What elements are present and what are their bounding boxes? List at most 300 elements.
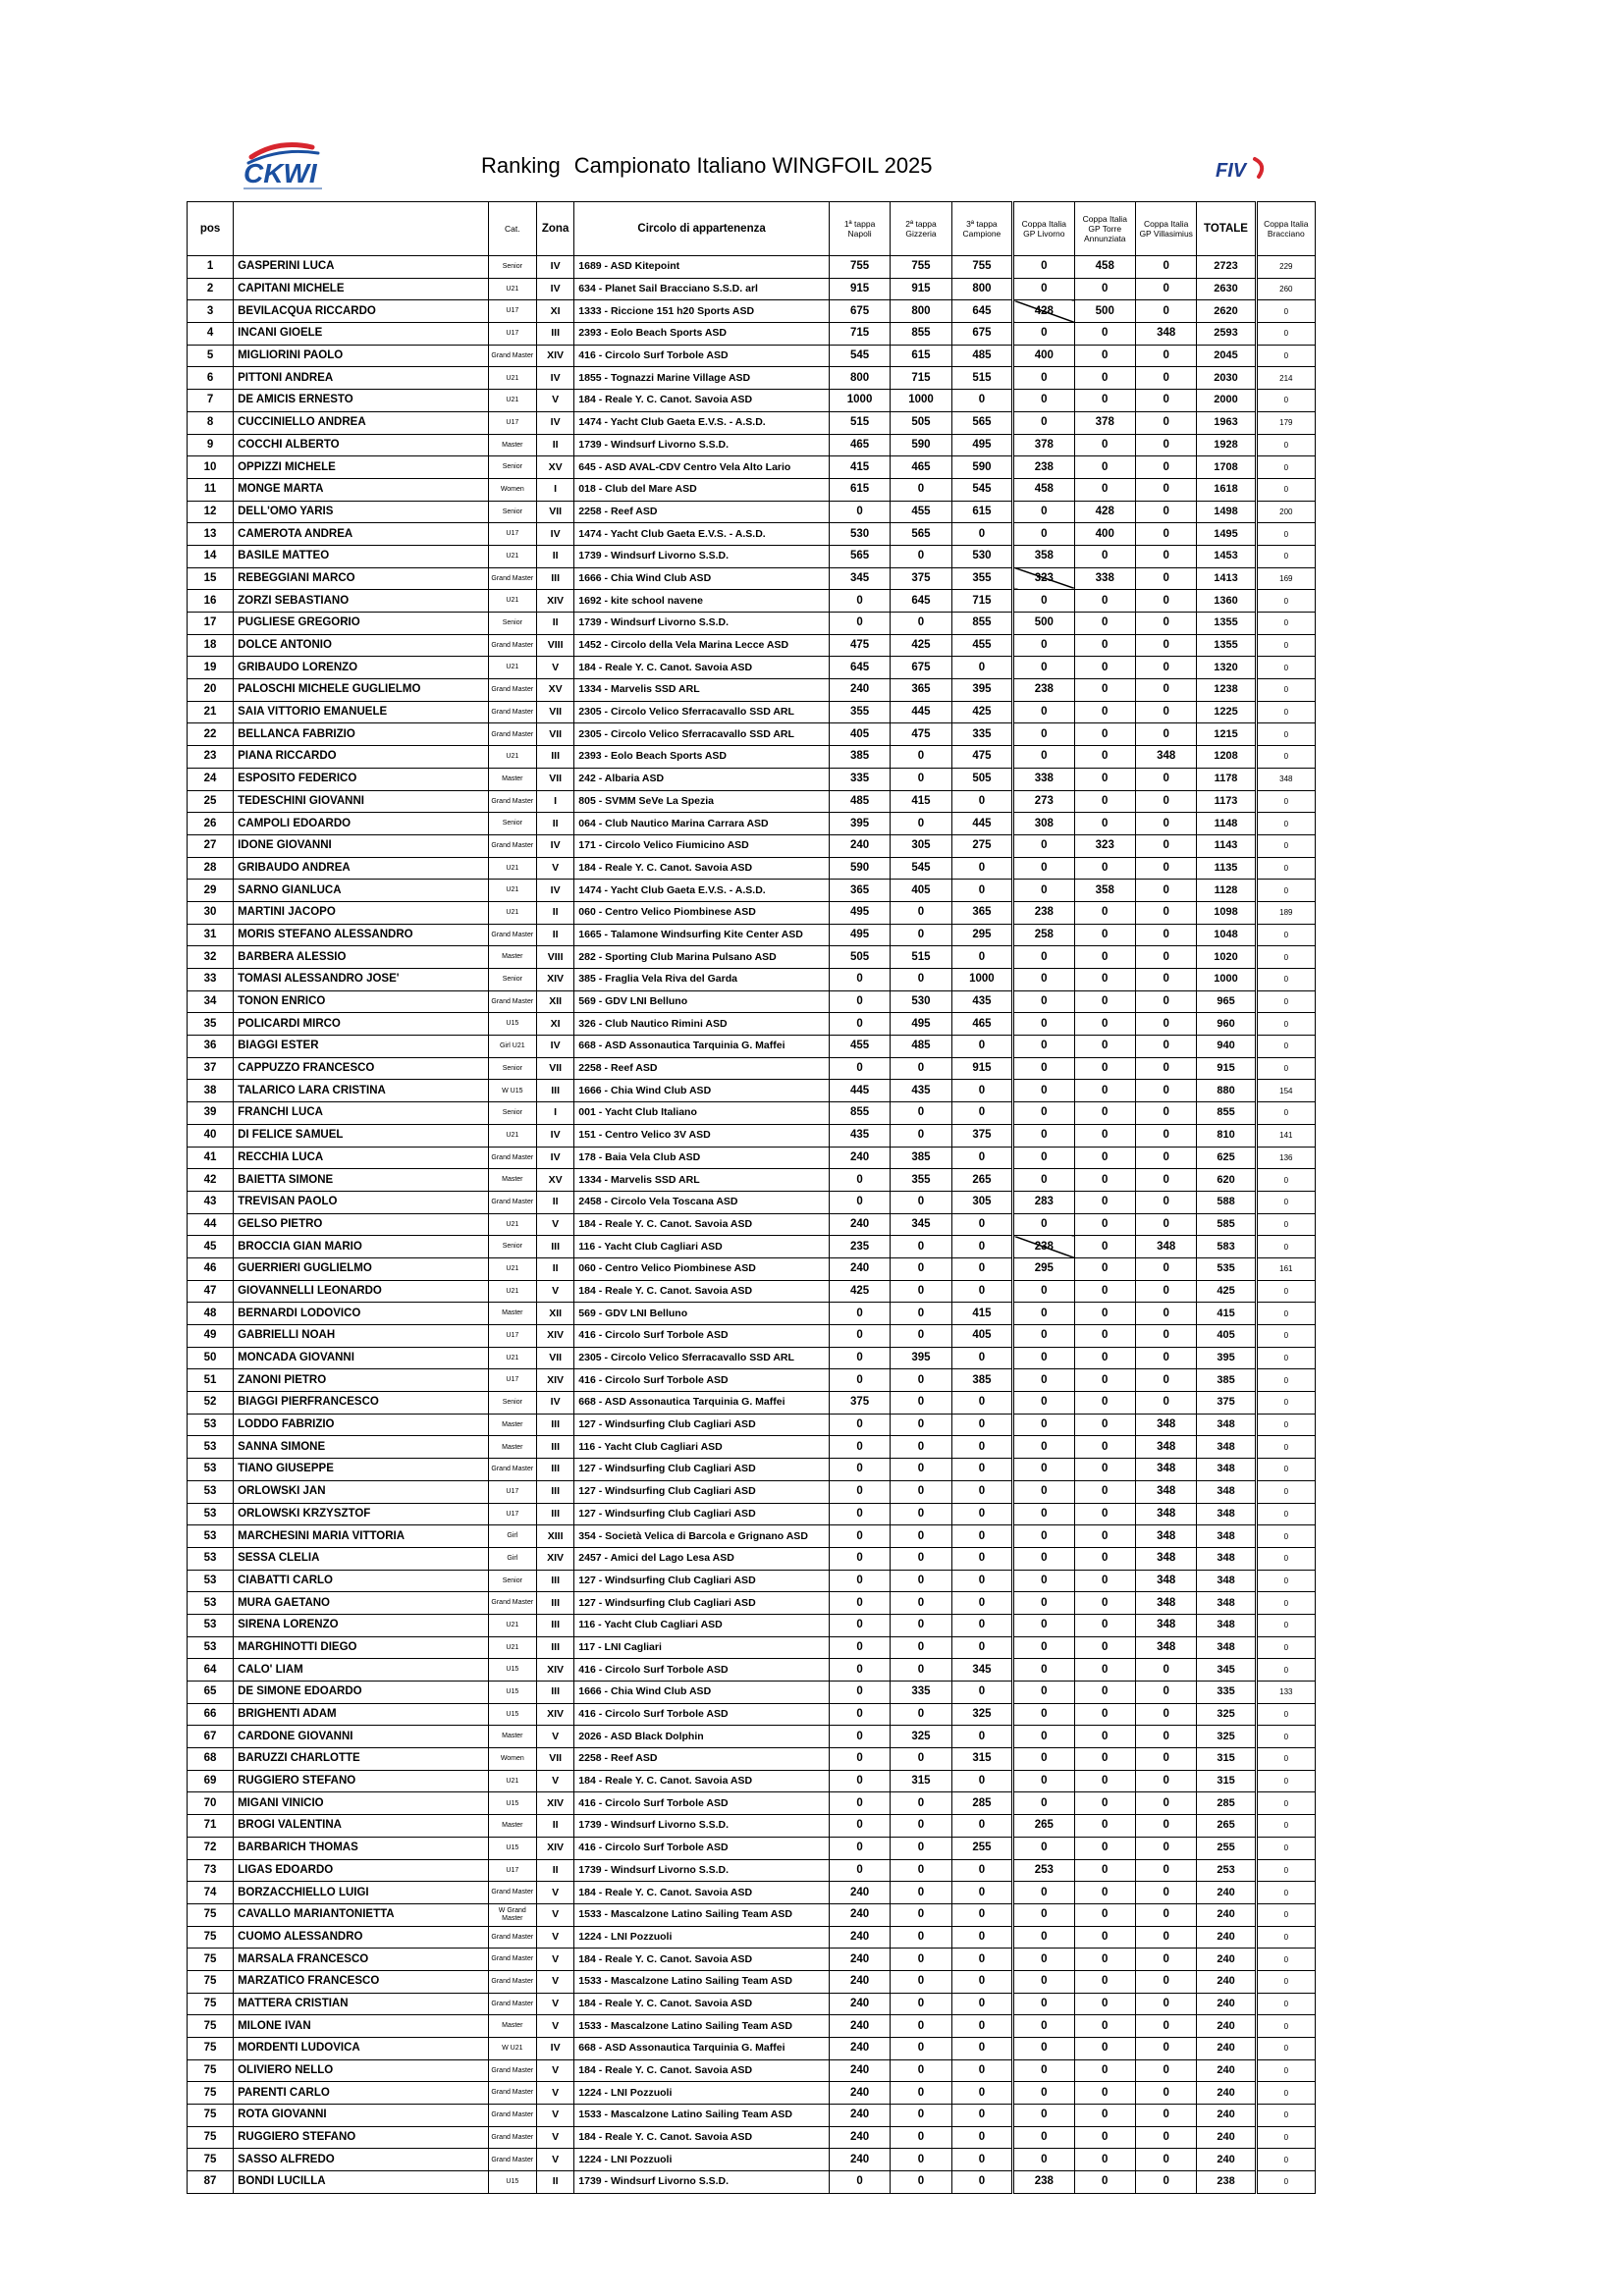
stage1-points: 0 [829,1503,890,1525]
cup-livorno-points: 358 [1013,545,1074,567]
cup-torre-points: 0 [1074,1102,1135,1125]
cup-villasimius-points: 0 [1135,345,1196,367]
athlete-name: BELLANCA FABRIZIO [234,723,489,746]
stage2-points: 0 [891,1459,951,1481]
cup-torre-points: 0 [1074,1570,1135,1592]
final-points: 0 [1256,434,1315,456]
club-cell: 127 - Windsurfing Club Cagliari ASD [574,1570,830,1592]
club-cell: 805 - SVMM SeVe La Spezia [574,790,830,813]
final-points: 0 [1256,2149,1315,2171]
zone-cell: IV [536,1147,573,1169]
cup-torre-points: 338 [1074,567,1135,590]
cup-torre-points: 0 [1074,1480,1135,1503]
stage3-points: 0 [951,1859,1012,1882]
club-cell: 184 - Reale Y. C. Canot. Savoia ASD [574,857,830,880]
cup-villasimius-points: 0 [1135,300,1196,323]
cup-torre-points: 0 [1074,323,1135,346]
cup-livorno-points: 238 [1013,1236,1074,1258]
final-points: 133 [1256,1682,1315,1704]
table-row [188,701,1316,723]
pos-cell: 75 [188,2149,234,2171]
category-cell: Grand Master [488,2126,536,2149]
table-row [188,278,1316,300]
club-cell: 184 - Reale Y. C. Canot. Savoia ASD [574,1213,830,1236]
cup-torre-points: 0 [1074,946,1135,969]
stage1-points: 675 [829,300,890,323]
zone-cell: III [536,1236,573,1258]
pos-cell: 53 [188,1459,234,1481]
cup-torre-points: 0 [1074,924,1135,946]
cup-torre-points: 0 [1074,1169,1135,1192]
final-points: 0 [1256,1993,1315,2015]
table-row [188,1792,1316,1815]
zone-cell: V [536,2105,573,2127]
final-points: 0 [1256,2082,1315,2105]
zone-cell: V [536,2015,573,2038]
pos-cell: 74 [188,1882,234,1904]
club-cell: 1533 - Mascalzone Latino Sailing Team ASD [574,1903,830,1926]
zone-cell: II [536,2171,573,2194]
cup-torre-points: 0 [1074,1347,1135,1369]
athlete-name: TEDESCHINI GIOVANNI [234,790,489,813]
category-cell: Grand Master [488,790,536,813]
stage2-points: 0 [891,1882,951,1904]
stage1-points: 0 [829,1414,890,1436]
cup-livorno-points: 0 [1013,723,1074,746]
cup-livorno-points: 238 [1013,901,1074,924]
final-points: 0 [1256,1859,1315,1882]
zone-cell: VIII [536,946,573,969]
stage1-points: 0 [829,1191,890,1213]
cup-villasimius-points: 0 [1135,1347,1196,1369]
athlete-name: SASSO ALFREDO [234,2149,489,2171]
table-row [188,1503,1316,1525]
total-points: 1000 [1197,969,1256,991]
cup-villasimius-points: 0 [1135,1770,1196,1792]
cup-torre-points: 0 [1074,1257,1135,1280]
cup-villasimius-points: 348 [1135,1436,1196,1459]
cup-torre-points: 0 [1074,1080,1135,1102]
club-cell: 242 - Albaria ASD [574,768,830,790]
stage1-points: 0 [829,990,890,1013]
category-cell: U17 [488,523,536,546]
cup-torre-points: 0 [1074,701,1135,723]
pos-cell: 48 [188,1303,234,1325]
total-points: 425 [1197,1280,1256,1303]
athlete-name: FRANCHI LUCA [234,1102,489,1125]
zone-cell: XIV [536,1325,573,1348]
cup-torre-points: 0 [1074,1592,1135,1615]
pos-cell: 49 [188,1325,234,1348]
stage2-points: 365 [891,679,951,702]
club-cell: 1452 - Circolo della Vela Marina Lecce ASD [574,634,830,657]
pos-cell: 66 [188,1703,234,1726]
stage2-points: 0 [891,545,951,567]
stage2-points: 0 [891,1525,951,1548]
cup-livorno-points: 0 [1013,1547,1074,1570]
club-cell: 2458 - Circolo Vela Toscana ASD [574,1191,830,1213]
stage1-points: 0 [829,969,890,991]
title-championship: Campionato Italiano WINGFOIL 2025 [573,153,933,178]
stage3-points: 0 [951,1147,1012,1169]
final-points: 0 [1256,1815,1315,1838]
stage3-points: 265 [951,1169,1012,1192]
table-row [188,1347,1316,1369]
pos-cell: 53 [188,1503,234,1525]
pos-cell: 2 [188,278,234,300]
cup-torre-points: 0 [1074,1213,1135,1236]
pos-cell: 71 [188,1815,234,1838]
final-points: 348 [1256,768,1315,790]
table-row [188,2126,1316,2149]
zone-cell: VIII [536,634,573,657]
stage1-points: 0 [829,613,890,635]
stage2-points: 0 [891,2038,951,2060]
zone-cell: V [536,1903,573,1926]
final-points: 0 [1256,1169,1315,1192]
zone-cell: II [536,1815,573,1838]
club-cell: 1334 - Marvelis SSD ARL [574,1169,830,1192]
stage3-points: 345 [951,1659,1012,1682]
stage2-points: 375 [891,567,951,590]
stage1-points: 0 [829,590,890,613]
stage1-points: 240 [829,834,890,857]
table-row [188,2015,1316,2038]
stage3-points: 755 [951,256,1012,279]
page-title [481,153,933,179]
stage2-points: 415 [891,790,951,813]
cup-torre-points: 0 [1074,990,1135,1013]
stage2-points: 495 [891,1013,951,1036]
col-total: TOTALE [1197,202,1256,256]
stage1-points: 0 [829,1659,890,1682]
col-cup-villasimius: Coppa Italia GP Villasimius [1135,202,1196,256]
cup-livorno-points: 0 [1013,1369,1074,1392]
cup-villasimius-points: 0 [1135,880,1196,902]
total-points: 255 [1197,1837,1256,1859]
table-row [188,1036,1316,1058]
stage2-points: 0 [891,924,951,946]
stage3-points: 415 [951,1303,1012,1325]
category-cell: Senior [488,1570,536,1592]
club-cell: 634 - Planet Sail Bracciano S.S.D. arl [574,278,830,300]
table-row [188,1080,1316,1102]
table-row [188,679,1316,702]
stage2-points: 0 [891,1280,951,1303]
cup-villasimius-points: 0 [1135,1659,1196,1682]
stage1-points: 545 [829,345,890,367]
table-row [188,1903,1316,1926]
stage3-points: 285 [951,1792,1012,1815]
total-points: 325 [1197,1726,1256,1748]
athlete-name: REBEGGIANI MARCO [234,567,489,590]
final-points: 0 [1256,634,1315,657]
total-points: 335 [1197,1682,1256,1704]
stage1-points: 565 [829,545,890,567]
cup-villasimius-points: 0 [1135,1147,1196,1169]
total-points: 1173 [1197,790,1256,813]
category-cell: Master [488,1169,536,1192]
category-cell: Master [488,768,536,790]
club-cell: 064 - Club Nautico Marina Carrara ASD [574,813,830,835]
final-points: 0 [1256,969,1315,991]
athlete-name: MIGLIORINI PAOLO [234,345,489,367]
club-cell: 668 - ASD Assonautica Tarquinia G. Maffei [574,1036,830,1058]
stage1-points: 240 [829,2149,890,2171]
category-cell: Master [488,1303,536,1325]
stage3-points: 545 [951,478,1012,501]
stage3-points: 915 [951,1057,1012,1080]
table-row [188,478,1316,501]
total-points: 240 [1197,2126,1256,2149]
pos-cell: 75 [188,1949,234,1971]
cup-livorno-points: 238 [1013,679,1074,702]
total-points: 348 [1197,1480,1256,1503]
stage3-points: 0 [951,1347,1012,1369]
cup-livorno-points: 273 [1013,790,1074,813]
total-points: 1355 [1197,634,1256,657]
stage3-points: 0 [951,1903,1012,1926]
cup-torre-points: 0 [1074,634,1135,657]
stage3-points: 275 [951,834,1012,857]
cup-torre-points: 0 [1074,1659,1135,1682]
stage3-points: 0 [951,1592,1012,1615]
stage1-points: 0 [829,1636,890,1659]
total-points: 240 [1197,1903,1256,1926]
cup-livorno-points: 0 [1013,634,1074,657]
table-row [188,657,1316,679]
pos-cell: 75 [188,2105,234,2127]
stage2-points: 0 [891,1547,951,1570]
pos-cell: 69 [188,1770,234,1792]
category-cell: Master [488,946,536,969]
table-row [188,880,1316,902]
cup-livorno-points: 0 [1013,1614,1074,1636]
zone-cell: V [536,657,573,679]
stage3-points: 0 [951,1636,1012,1659]
athlete-name: TREVISAN PAOLO [234,1191,489,1213]
col-cup-torre: Coppa Italia GP Torre Annunziata [1074,202,1135,256]
stage3-points: 315 [951,1748,1012,1771]
final-points: 161 [1256,1257,1315,1280]
cup-villasimius-points: 0 [1135,1057,1196,1080]
club-cell: 1666 - Chia Wind Club ASD [574,1080,830,1102]
club-cell: 127 - Windsurfing Club Cagliari ASD [574,1592,830,1615]
stage1-points: 915 [829,278,890,300]
cup-livorno-points: 0 [1013,2038,1074,2060]
pos-cell: 8 [188,411,234,434]
table-row [188,1280,1316,1303]
cup-livorno-points: 0 [1013,1993,1074,2015]
cup-torre-points: 0 [1074,2171,1135,2194]
final-points: 0 [1256,1459,1315,1481]
table-row [188,1236,1316,1258]
table-row [188,345,1316,367]
club-cell: 416 - Circolo Surf Torbole ASD [574,1837,830,1859]
stage2-points: 0 [891,613,951,635]
stage1-points: 465 [829,434,890,456]
total-points: 348 [1197,1436,1256,1459]
total-points: 1453 [1197,545,1256,567]
athlete-name: BAIETTA SIMONE [234,1169,489,1192]
pos-cell: 6 [188,367,234,390]
club-cell: 416 - Circolo Surf Torbole ASD [574,345,830,367]
cup-torre-points: 0 [1074,746,1135,769]
zone-cell: XIII [536,1525,573,1548]
stage1-points: 240 [829,1926,890,1949]
table-row [188,613,1316,635]
total-points: 855 [1197,1102,1256,1125]
pos-cell: 16 [188,590,234,613]
stage3-points: 0 [951,1503,1012,1525]
club-cell: 416 - Circolo Surf Torbole ASD [574,1792,830,1815]
category-cell: Senior [488,1057,536,1080]
table-row [188,1369,1316,1392]
table-row [188,1459,1316,1481]
col-cup-livorno: Coppa Italia GP Livorno [1013,202,1074,256]
stage1-points: 435 [829,1124,890,1147]
cup-villasimius-points: 0 [1135,1325,1196,1348]
cup-villasimius-points: 0 [1135,990,1196,1013]
club-cell: 1689 - ASD Kitepoint [574,256,830,279]
zone-cell: III [536,1614,573,1636]
total-points: 625 [1197,1147,1256,1169]
total-points: 240 [1197,1970,1256,1993]
total-points: 348 [1197,1414,1256,1436]
stage1-points: 0 [829,1748,890,1771]
stage2-points: 755 [891,256,951,279]
zone-cell: II [536,901,573,924]
stage1-points: 495 [829,924,890,946]
cup-torre-points: 0 [1074,1993,1135,2015]
stage2-points: 530 [891,990,951,1013]
cup-torre-points: 0 [1074,1459,1135,1481]
cup-villasimius-points: 0 [1135,1169,1196,1192]
pos-cell: 75 [188,1926,234,1949]
pos-cell: 52 [188,1392,234,1415]
final-points: 0 [1256,1325,1315,1348]
pos-cell: 68 [188,1748,234,1771]
athlete-name: MILONE IVAN [234,2015,489,2038]
cup-livorno-points: 0 [1013,834,1074,857]
cup-livorno-points: 0 [1013,880,1074,902]
cup-livorno-points: 0 [1013,1903,1074,1926]
cup-livorno-points: 0 [1013,1636,1074,1659]
total-points: 1215 [1197,723,1256,746]
stage2-points: 0 [891,1191,951,1213]
pos-cell: 22 [188,723,234,746]
club-cell: 1666 - Chia Wind Club ASD [574,567,830,590]
cup-livorno-points: 0 [1013,1303,1074,1325]
table-row [188,1682,1316,1704]
table-row [188,1703,1316,1726]
cup-torre-points: 0 [1074,2105,1135,2127]
category-cell: U21 [488,278,536,300]
category-cell: U17 [488,1480,536,1503]
athlete-name: OPPIZZI MICHELE [234,456,489,479]
cup-villasimius-points: 0 [1135,634,1196,657]
club-cell: 1739 - Windsurf Livorno S.S.D. [574,1815,830,1838]
pos-cell: 47 [188,1280,234,1303]
cup-livorno-points: 0 [1013,367,1074,390]
stage2-points: 325 [891,1726,951,1748]
total-points: 810 [1197,1124,1256,1147]
club-cell: 1739 - Windsurf Livorno S.S.D. [574,545,830,567]
zone-cell: IV [536,256,573,279]
category-cell: Grand Master [488,990,536,1013]
zone-cell: XV [536,1169,573,1192]
table-row [188,1525,1316,1548]
cup-villasimius-points: 0 [1135,256,1196,279]
stage2-points: 590 [891,434,951,456]
cup-livorno-points: 0 [1013,1036,1074,1058]
pos-cell: 36 [188,1036,234,1058]
table-row [188,1993,1316,2015]
zone-cell: IV [536,880,573,902]
athlete-name: ORLOWSKI KRZYSZTOF [234,1503,489,1525]
zone-cell: V [536,857,573,880]
stage3-points: 515 [951,367,1012,390]
category-cell: U21 [488,545,536,567]
final-points: 0 [1256,1949,1315,1971]
cup-livorno-points: 0 [1013,2126,1074,2149]
club-cell: 2305 - Circolo Velico Sferracavallo SSD ARL [574,1347,830,1369]
final-points: 0 [1256,679,1315,702]
zone-cell: XIV [536,1369,573,1392]
cup-torre-points: 0 [1074,1436,1135,1459]
cup-torre-points: 0 [1074,545,1135,567]
stage2-points: 0 [891,1124,951,1147]
cup-livorno-points: 283 [1013,1191,1074,1213]
final-points: 0 [1256,1792,1315,1815]
pos-cell: 43 [188,1191,234,1213]
stage3-points: 0 [951,1726,1012,1748]
stage2-points: 0 [891,1057,951,1080]
category-cell: W Grand Master [488,1903,536,1926]
stage3-points: 0 [951,1414,1012,1436]
cup-livorno-points: 238 [1013,456,1074,479]
zone-cell: III [536,1080,573,1102]
category-cell: Master [488,1414,536,1436]
cup-torre-points: 0 [1074,813,1135,835]
cup-livorno-points: 0 [1013,746,1074,769]
pos-cell: 40 [188,1124,234,1147]
stage1-points: 0 [829,1325,890,1348]
category-cell: U21 [488,857,536,880]
category-cell: U21 [488,880,536,902]
cup-torre-points: 0 [1074,1147,1135,1169]
club-cell: 1739 - Windsurf Livorno S.S.D. [574,613,830,635]
pos-cell: 38 [188,1080,234,1102]
stage2-points: 1000 [891,390,951,412]
total-points: 315 [1197,1748,1256,1771]
stage3-points: 675 [951,323,1012,346]
club-cell: 326 - Club Nautico Rimini ASD [574,1013,830,1036]
stage1-points: 445 [829,1080,890,1102]
stage1-points: 345 [829,567,890,590]
stage3-points: 365 [951,901,1012,924]
stage1-points: 0 [829,1837,890,1859]
zone-cell: V [536,2126,573,2149]
athlete-name: TOMASI ALESSANDRO JOSE' [234,969,489,991]
total-points: 1495 [1197,523,1256,546]
page-header [187,137,1316,196]
athlete-name: RECCHIA LUCA [234,1147,489,1169]
stage3-points: 355 [951,567,1012,590]
total-points: 915 [1197,1057,1256,1080]
stage3-points: 465 [951,1013,1012,1036]
cup-villasimius-points: 0 [1135,456,1196,479]
